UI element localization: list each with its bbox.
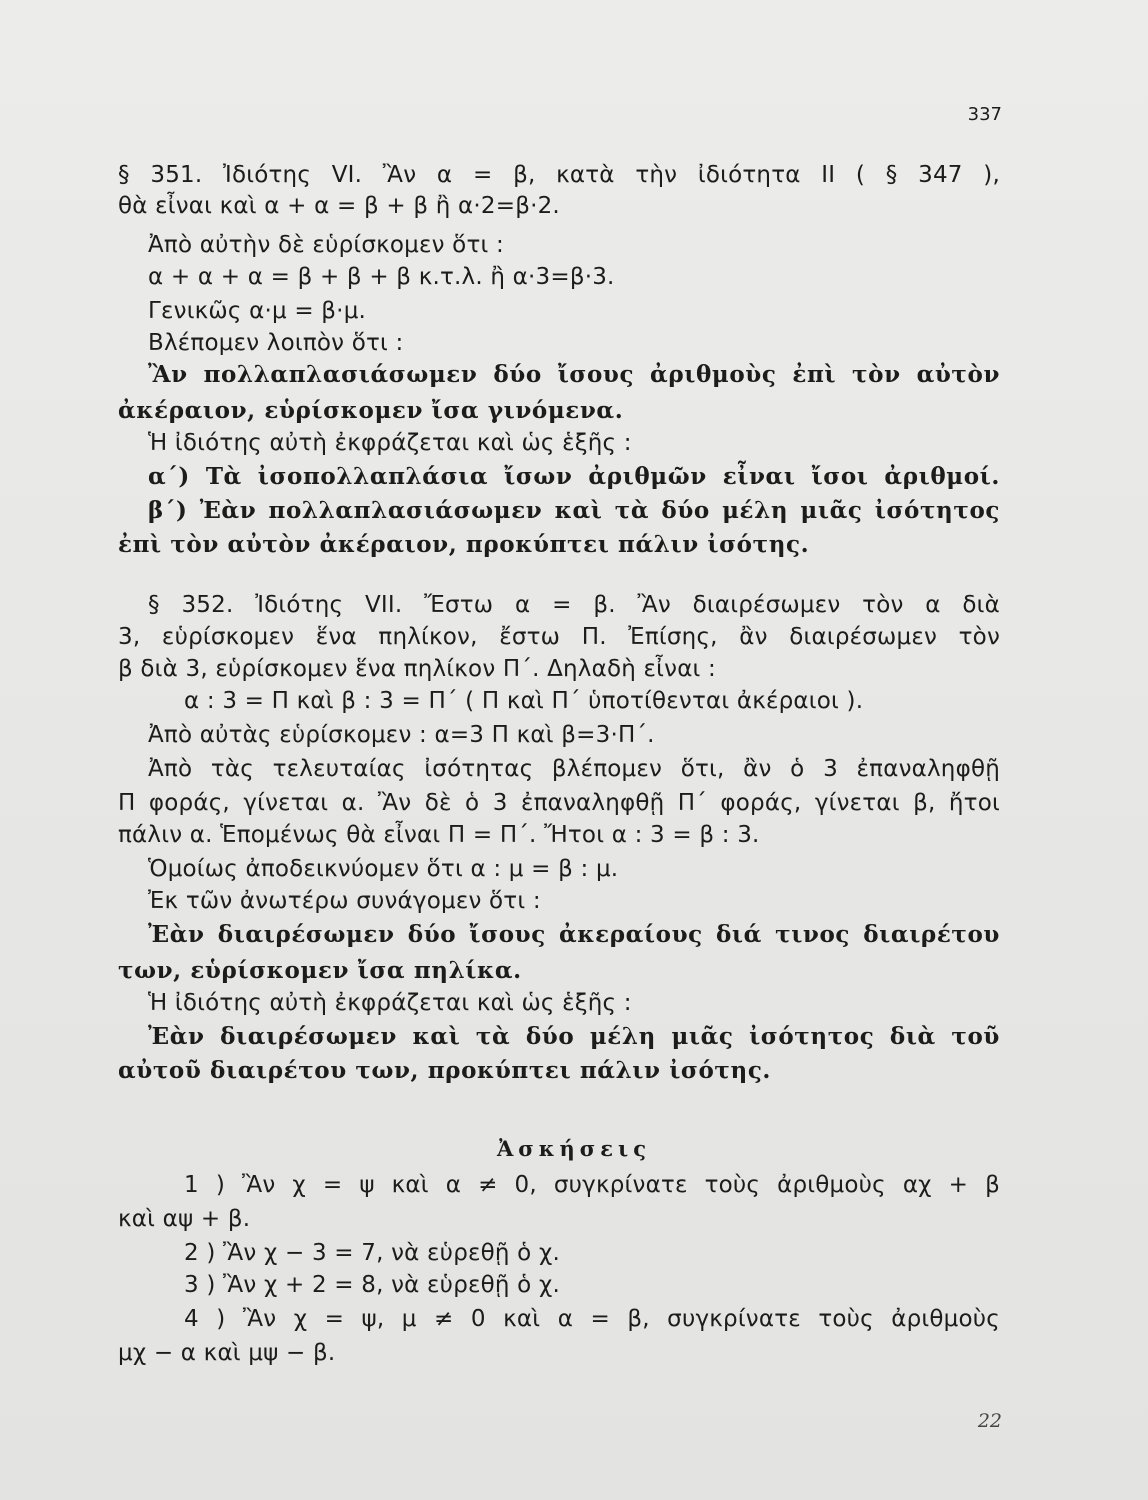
exercise-line: καὶ αψ + β. xyxy=(118,1206,251,1232)
exercise-line: μχ − α καὶ μψ − β. xyxy=(118,1340,336,1366)
bold-text-line: Ἐὰν διαιρέσωμεν δύο ἴσους ἀκεραίους διά τινος διαιρέτου xyxy=(148,921,1000,948)
text-line: Π φοράς, γίνεται α. Ἂν δὲ ὁ 3 ἐπαναληφθῇ Π΄ φοράς, γίνεται β, ἤτοι xyxy=(118,790,1000,816)
text-line: πάλιν α. Ἑπομένως θὰ εἶναι Π = Π΄. Ἤτοι α : 3 = β : 3. xyxy=(118,822,760,848)
exercises-heading: Ἀσκήσεις xyxy=(497,1136,651,1161)
text-line: § 352. Ἰδιότης VII. Ἔστω α = β. Ἂν διαιρέσωμεν τὸν α διὰ xyxy=(148,592,1000,618)
bold-text-line: ἐπὶ τὸν αὐτὸν ἀκέραιον, προκύπτει πάλιν ἰσότης. xyxy=(118,531,810,558)
bold-text-line: ἀκέραιον, εὑρίσκομεν ἴσα γινόμενα. xyxy=(118,397,624,424)
text-line: α + α + α = β + β + β κ.τ.λ. ἢ α·3=β·3. xyxy=(148,264,615,290)
bold-text-line: Ἂν πολλαπλασιάσωμεν δύο ἴσους ἀριθμοὺς ἐπὶ τὸν αὐτὸν xyxy=(148,361,1000,388)
text-line: § 351. Ἰδιότης VI. Ἂν α = β, κατὰ τὴν ἰδιότητα II ( § 347 ), xyxy=(118,162,1000,188)
bold-text-line: αὐτοῦ διαιρέτου των, προκύπτει πάλιν ἰσότης. xyxy=(118,1057,772,1084)
folio-signature: 22 xyxy=(977,1410,1002,1432)
exercise-line: 1 ) Ἂν χ = ψ καὶ α ≠ 0, συγκρίνατε τοὺς ἀριθμοὺς αχ + β xyxy=(184,1172,1000,1198)
text-line: Ἡ ἰδιότης αὐτὴ ἐκφράζεται καὶ ὡς ἑξῆς : xyxy=(148,990,632,1016)
text-line: 3, εὑρίσκομεν ἕνα πηλίκον, ἔστω Π. Ἐπίσης, ἂν διαιρέσωμεν τὸν xyxy=(118,624,1000,650)
bold-text-line: β΄) Ἐὰν πολλαπλασιάσωμεν καὶ τὰ δύο μέλη μιᾶς ἰσότητος xyxy=(148,497,1000,524)
exercise-line: 3 ) Ἂν χ + 2 = 8, νὰ εὑρεθῇ ὁ χ. xyxy=(184,1272,560,1298)
text-line: Βλέπομεν λοιπὸν ὅτι : xyxy=(148,330,404,356)
text-line: Ἡ ἰδιότης αὐτὴ ἐκφράζεται καὶ ὡς ἑξῆς : xyxy=(148,430,632,456)
exercise-line: 2 ) Ἂν χ − 3 = 7, νὰ εὑρεθῇ ὁ χ. xyxy=(184,1240,560,1266)
bold-text-line: α΄) Τὰ ἰσοπολλαπλάσια ἴσων ἀριθμῶν εἶναι ἴσοι ἀριθμοί. xyxy=(148,463,1000,490)
text-line: Ἀπὸ αὐτὰς εὑρίσκομεν : α=3 Π καὶ β=3·Π΄. xyxy=(148,722,655,748)
bold-text-line: των, εὑρίσκομεν ἴσα πηλίκα. xyxy=(118,957,522,984)
text-line: Γενικῶς α·μ = β·μ. xyxy=(148,298,367,324)
text-line: β διὰ 3, εὑρίσκομεν ἕνα πηλίκον Π΄. Δηλαδὴ εἶναι : xyxy=(118,656,717,682)
text-line: Ἐκ τῶν ἀνωτέρω συνάγομεν ὅτι : xyxy=(148,888,541,914)
text-line: θὰ εἶναι καὶ α + α = β + β ἢ α·2=β·2. xyxy=(118,193,560,219)
text-line: α : 3 = Π καὶ β : 3 = Π΄ ( Π καὶ Π΄ ὑποτίθενται ἀκέραιοι ). xyxy=(184,688,864,714)
text-line: Ὁμοίως ἀποδεικνύομεν ὅτι α : μ = β : μ. xyxy=(148,856,619,882)
exercise-line: 4 ) Ἂν χ = ψ, μ ≠ 0 καὶ α = β, συγκρίνατε τοὺς ἀριθμοὺς xyxy=(184,1306,1000,1332)
text-line: Ἀπὸ αὐτὴν δὲ εὑρίσκομεν ὅτι : xyxy=(148,232,504,258)
text-line: Ἀπὸ τὰς τελευταίας ἰσότητας βλέπομεν ὅτι, ἂν ὁ 3 ἐπαναληφθῇ xyxy=(148,756,1000,782)
page-number: 337 xyxy=(967,104,1002,125)
bold-text-line: Ἐὰν διαιρέσωμεν καὶ τὰ δύο μέλη μιᾶς ἰσότητος διὰ τοῦ xyxy=(148,1023,1000,1050)
